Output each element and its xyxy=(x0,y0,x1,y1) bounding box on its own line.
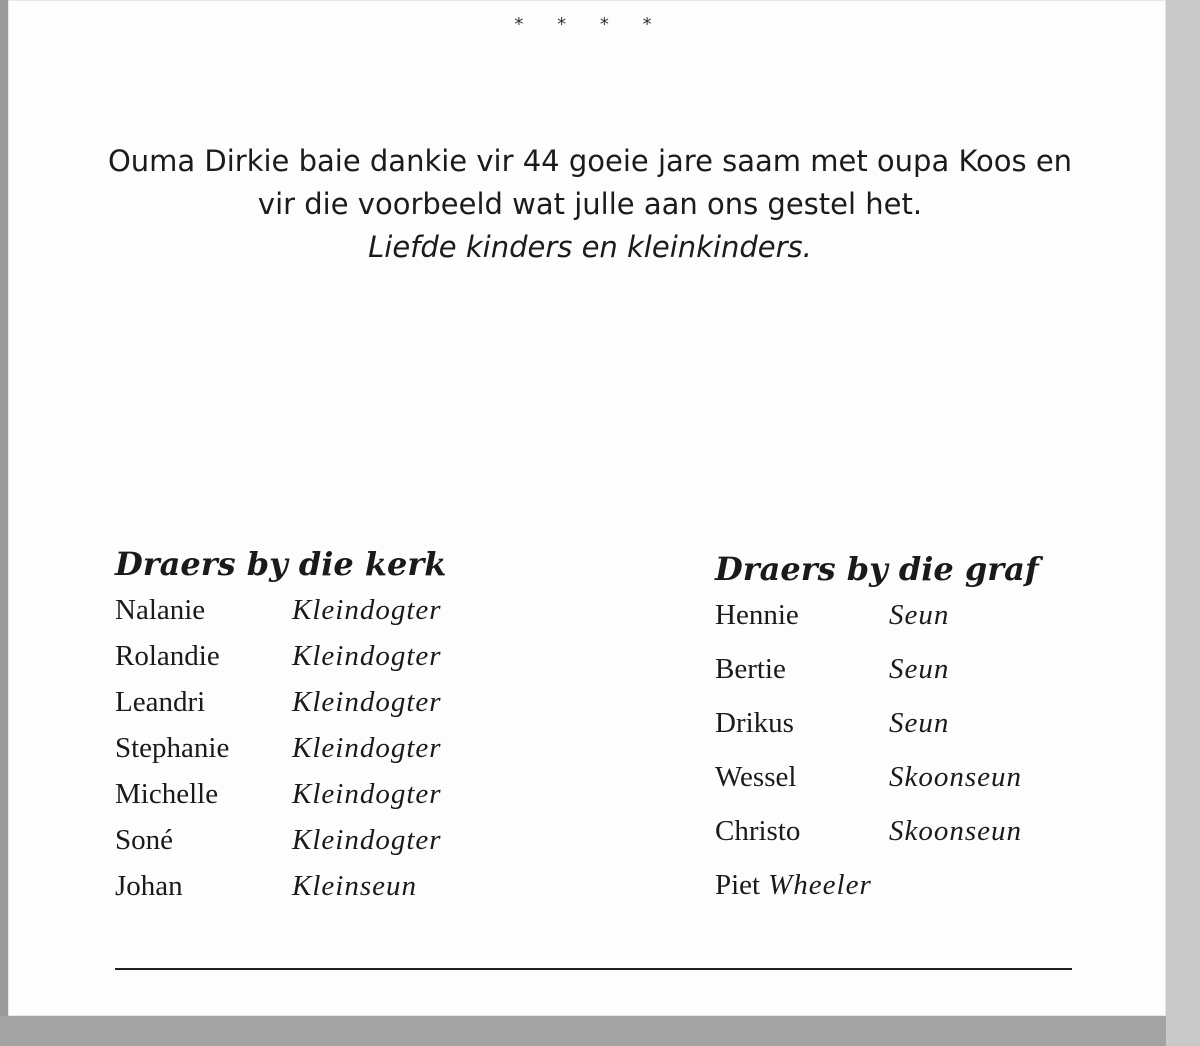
bearer-name: Bertie xyxy=(715,653,786,685)
bearer-role: Skoonseun xyxy=(889,761,1023,793)
bearer-role: Kleindogter xyxy=(292,594,442,626)
list-item xyxy=(115,824,595,870)
bearer-name: Johan xyxy=(115,870,183,902)
grave-bearers-list xyxy=(715,545,1135,923)
list-item xyxy=(115,732,595,778)
bearer-name: Christo xyxy=(715,815,801,847)
divider-line xyxy=(115,968,1072,970)
bearer-role: Kleindogter xyxy=(292,640,442,672)
list-item xyxy=(715,707,1135,761)
bearer-role: Kleindogter xyxy=(292,824,442,856)
list-item xyxy=(115,686,595,732)
bearer-name: Wessel xyxy=(715,761,797,793)
bearer-name: Nalanie xyxy=(115,594,206,626)
bearer-name: Hennie xyxy=(715,599,799,631)
bearer-name: Michelle xyxy=(115,778,219,810)
list-item xyxy=(115,778,595,824)
list-item xyxy=(715,599,1135,653)
bearer-role: Kleinseun xyxy=(292,870,417,902)
tribute-text xyxy=(0,140,1180,269)
list-item xyxy=(715,869,1135,923)
church-bearers-list xyxy=(115,540,595,916)
bearer-role: Skoonseun xyxy=(889,815,1023,847)
bearer-name: Stephanie xyxy=(115,732,230,764)
tribute-line-2: vir die voorbeeld wat julle aan ons gestel het. xyxy=(257,187,923,221)
bearer-role: Kleindogter xyxy=(292,732,442,764)
bearer-role: Kleindogter xyxy=(292,778,442,810)
ornament-stars: * * * * xyxy=(514,14,666,35)
list-item xyxy=(115,594,595,640)
bearer-role: Seun xyxy=(889,599,950,631)
bearer-role: Seun xyxy=(889,653,950,685)
tribute-line-1: Ouma Dirkie baie dankie vir 44 goeie jare saam met oupa Koos en xyxy=(107,144,1073,178)
list-item xyxy=(715,653,1135,707)
list-item xyxy=(715,761,1135,815)
church-bearers-heading: Draers by die kerk xyxy=(115,545,447,583)
list-item xyxy=(115,870,595,916)
bearer-name: Drikus xyxy=(715,707,794,739)
bearer-name: Rolandie xyxy=(115,640,220,672)
scan-border-bottom xyxy=(0,1016,1166,1046)
list-item xyxy=(115,640,595,686)
tribute-signature: Liefde kinders en kleinkinders. xyxy=(368,230,812,264)
bearer-role: Kleindogter xyxy=(292,686,442,718)
list-item xyxy=(715,815,1135,869)
bearer-role: Wheeler xyxy=(768,869,872,901)
bearer-name: Soné xyxy=(115,824,173,856)
bearer-name: Piet xyxy=(715,869,761,901)
bearer-name: Leandri xyxy=(115,686,206,718)
bearer-role: Seun xyxy=(889,707,950,739)
grave-bearers-heading: Draers by die graf xyxy=(715,550,1039,588)
